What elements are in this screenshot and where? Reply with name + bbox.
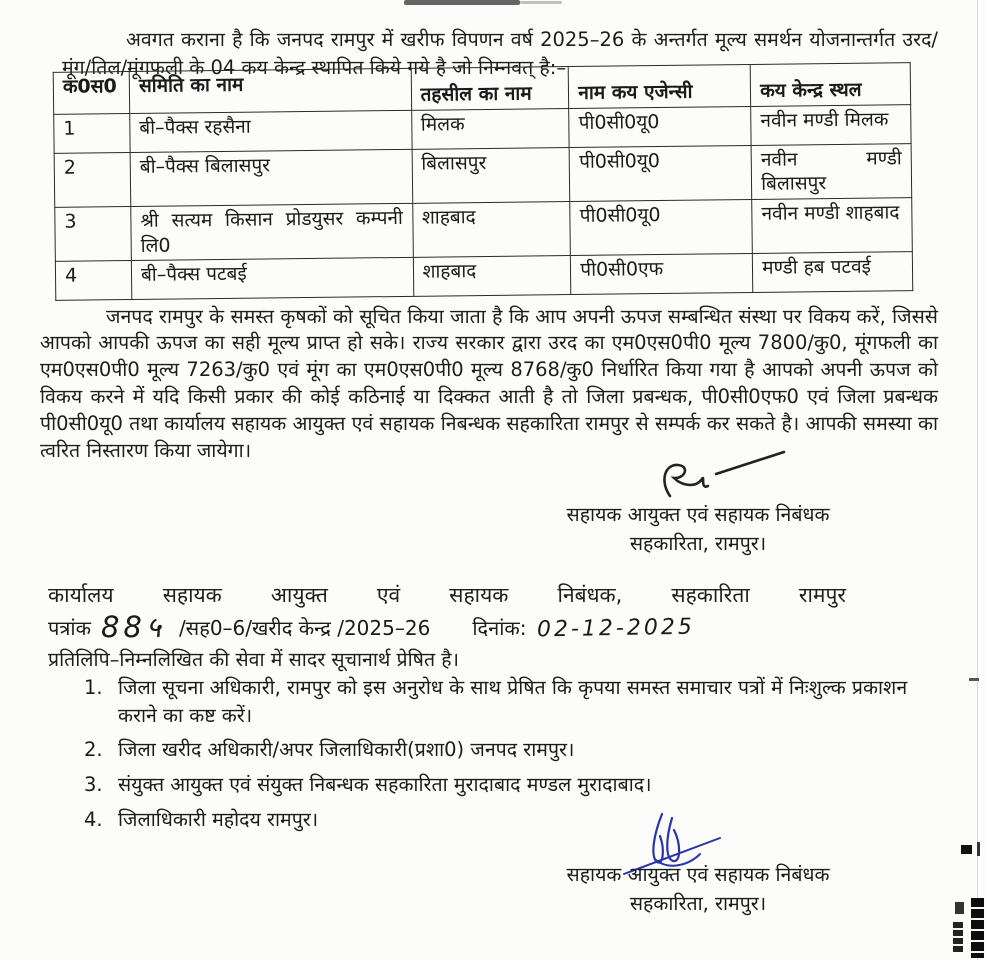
letter-no-label: पत्रांक — [48, 616, 91, 640]
scan-edge-artifact — [969, 678, 979, 681]
purchase-centres-table-wrap — [53, 62, 914, 301]
copies-list — [84, 674, 938, 840]
cell-location: नवीन मण्डी मिलक — [751, 104, 911, 145]
list-item-number: 3. — [84, 773, 103, 797]
copy-distribution-line: प्रतिलिपि–निम्नलिखित की सेवा में सादर सूचानार्थ प्रेषित है। — [48, 648, 460, 671]
scan-top-smudge-tail — [520, 1, 562, 4]
cell-society: बी–पैक्स बिलासपुर — [130, 149, 412, 207]
cell-serial: 3 — [55, 207, 132, 262]
table-row — [54, 143, 912, 207]
cell-agency: पी0सी0यू0 — [569, 145, 751, 201]
col-header-agency: नाम कय एजेन्सी — [569, 64, 751, 108]
list-item — [84, 806, 938, 834]
date-label: दिनांक: — [472, 616, 527, 640]
letter-no-rest: /सह0–6/खरीद केन्द्र /2025–26 — [178, 616, 431, 640]
cell-location: नवीन मण्डी बिलासपुर — [751, 143, 911, 199]
list-item-text: जिला सूचना अधिकारी, रामपुर को इस अनुरोध के साथ प्रेषित कि कृपया समस्त समाचार पत्रों में निःशुल्क प्रकाशन कराने का कष्ट करें। — [118, 676, 908, 727]
cell-serial: 4 — [55, 261, 131, 301]
cell-society: बी–पैक्स रहसैना — [130, 110, 412, 152]
scan-edge-artifact — [961, 845, 972, 854]
intro-paragraph: अवगत कराना है कि जनपद रामपुर में खरीफ विपणन वर्ष 2025–26 के अन्तर्गत मूल्य समर्थन योजनान्तर्गत उरद/मूंग/तिल/मूंगफली के 04 कय केन्द्र स्थापित किये गये है जो निम्नवत् है:– — [62, 27, 938, 79]
col-header-tehsil: तहसील का नाम — [411, 67, 569, 110]
list-item-number: 4. — [84, 807, 103, 831]
cell-tehsil: मिलक — [411, 108, 569, 149]
signature-block-bottom — [528, 860, 868, 919]
cell-agency: पी0सी0यू0 — [569, 106, 751, 147]
list-item-number: 1. — [84, 676, 103, 699]
scan-page-edge — [977, 0, 978, 960]
list-item — [84, 771, 938, 799]
scan-edge-artifact — [971, 898, 984, 958]
office-heading: कार्यालय सहायक आयुक्त एवं सहायक निबंधक, सहकारिता रामपुर — [48, 583, 846, 607]
list-item — [84, 736, 938, 764]
purchase-centres-table — [53, 62, 914, 301]
body-paragraph: जनपद रामपुर के समस्त कृषकों को सूचित किया जाता है कि आप अपनी ऊपज सम्बन्धित संस्था पर विकय करें, जिससे आपको आपकी ऊपज का सही मूल्य प्राप्त हो सके। राज्य सरकार द्वारा उरद का एम0एस0पी0 मूल्य 7800/कु0, मूंगफली का एम0एस0पी0 मूल्य 7263/कु0 एवं मूंग का एम0एस0पी0 मूल्य 8768/कु0 निर्धारित किया गया है आपको अपनी ऊपज को विकय करने में यदि किसी प्रकार की कोई कठिनाई या दिक्कत आती है तो जिला प्रबन्धक, पी0सी0एफ0 एवं जिला प्रबन्धक पी0सी0यू0 तथा कार्यालय सहायक आयुक्त एवं सहायक निबन्धक सहकारिता रामपुर से सम्पर्क कर सकते है। आपकी समस्या का त्वरित निस्तारण किया जायेगा। — [40, 304, 938, 463]
letter-no-handwritten: 88५ — [100, 610, 165, 644]
list-item-text: संयुक्त आयुक्त एवं संयुक्त निबन्धक सहकारिता मुरादाबाद मण्डल मुरादाबाद। — [118, 773, 652, 797]
scan-edge-artifact — [955, 902, 964, 914]
signature-block-top — [528, 500, 868, 559]
cell-tehsil: बिलासपुर — [412, 147, 570, 203]
cell-agency: पी0सी0एफ — [571, 254, 753, 295]
cell-location: नवीन मण्डी शाहबाद — [752, 198, 912, 254]
col-header-location: कय केन्द्र स्थल — [750, 63, 910, 106]
list-item — [84, 674, 938, 729]
scan-edge-artifact — [977, 842, 980, 856]
cell-tehsil: शाहबाद — [413, 256, 571, 297]
list-item-number: 2. — [84, 738, 103, 762]
list-item-text: जिला खरीद अधिकारी/अपर जिलाधिकारी(प्रशा0) जनपद रामपुर। — [118, 738, 575, 762]
cell-serial: 1 — [54, 113, 130, 153]
cell-society: बी–पैक्स पटबई — [131, 258, 413, 300]
col-header-society: समिति का नाम — [129, 68, 411, 113]
signatory-dept: सहकारिता, रामपुर। — [629, 892, 767, 916]
cell-tehsil: शाहबाद — [412, 202, 570, 258]
signatory-dept: सहकारिता, रामपुर। — [629, 532, 767, 556]
signatory-title: सहायक आयुक्त एवं सहायक निबंधक — [566, 863, 830, 886]
cell-serial: 2 — [54, 152, 131, 207]
signatory-title: सहायक आयुक्त एवं सहायक निबंधक — [566, 503, 830, 526]
scan-top-smudge — [404, 0, 520, 5]
list-item-text: जिलाधिकारी महोदय रामपुर। — [118, 807, 319, 831]
cell-location: मण्डी हब पटवई — [752, 252, 912, 293]
cell-agency: पी0सी0यू0 — [570, 200, 752, 256]
table-row — [55, 198, 913, 262]
handwritten-initials-top — [612, 446, 792, 508]
letter-number-line — [48, 610, 948, 644]
cell-society: श्री सत्यम किसान प्रोडयुसर कम्पनी लि0 — [131, 203, 413, 261]
table-row — [55, 252, 912, 301]
date-handwritten: 02-12-2025 — [536, 614, 695, 643]
col-header-serial: क0स0 — [53, 72, 129, 115]
scan-edge-artifact — [953, 922, 963, 952]
